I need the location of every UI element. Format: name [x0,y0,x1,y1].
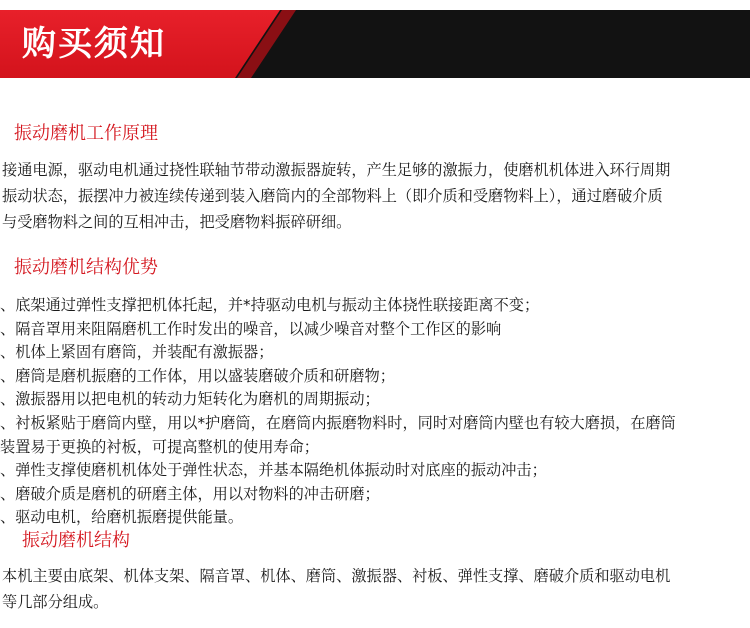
banner-title: 购买须知 [22,24,166,64]
list-item: 、底架通过弹性支撑把机体托起，并*持驱动电机与振动主体挠性联接距离不变； [0,296,540,314]
working-principle-text [2,157,750,235]
text-line: 与受磨物料之间的互相冲击，把受磨物料振碎研细。 [2,213,352,231]
header-banner [0,10,750,78]
list-item: 、磨破介质是磨机的研磨主体，用以对物料的冲击研磨； [0,484,380,503]
text-line: 振动状态，振摆冲力被连续传递到装入磨筒内的全部物料上（即介质和受磨物料上），通过磨破介质 [2,187,663,205]
list-item: 、机体上紧固有磨筒，并装配有激振器； [0,343,274,362]
list-item: 、隔音罩用来阻隔磨机工作时发出的噪音，以减少噪音对整个工作区的影响 [0,319,502,338]
text-line: 接通电源，驱动电机通过挠性联轴节带动激振器旋转，产生足够的激振力，使磨机机体进入环行周期 [2,161,671,179]
text-line: 等几部分组成。 [2,593,109,611]
section-title-structure: 振动磨机结构 [22,530,130,551]
structure-text [2,563,750,615]
list-item: 、衬板紧贴于磨筒内壁，用以*护磨筒，在磨筒内振磨物料时，同时对磨筒内壁也有较大磨损，在磨筒 [0,413,676,432]
text-line: 本机主要由底架、机体支架、隔音罩、机体、磨筒、激振器、衬板、弹性支撑、磨破介质和驱动电机 [2,567,671,585]
structure-advantages-list [0,294,750,530]
list-item: 、激振器用以把电机的转动力矩转化为磨机的周期振动； [0,390,380,409]
list-item: 、驱动电机，给磨机振磨提供能量。 [0,508,243,527]
list-item: 、弹性支撑使磨机机体处于弹性状态，并基本隔绝机体振动时对底座的振动冲击； [0,461,547,480]
list-item: 、磨筒是磨机振磨的工作体，用以盛装磨破介质和研磨物； [0,366,395,385]
section-title-working-principle: 振动磨机工作原理 [14,123,158,144]
list-item: 装置易于更换的衬板，可提高整机的使用寿命； [0,437,319,456]
section-title-structure-advantages: 振动磨机结构优势 [14,257,158,278]
